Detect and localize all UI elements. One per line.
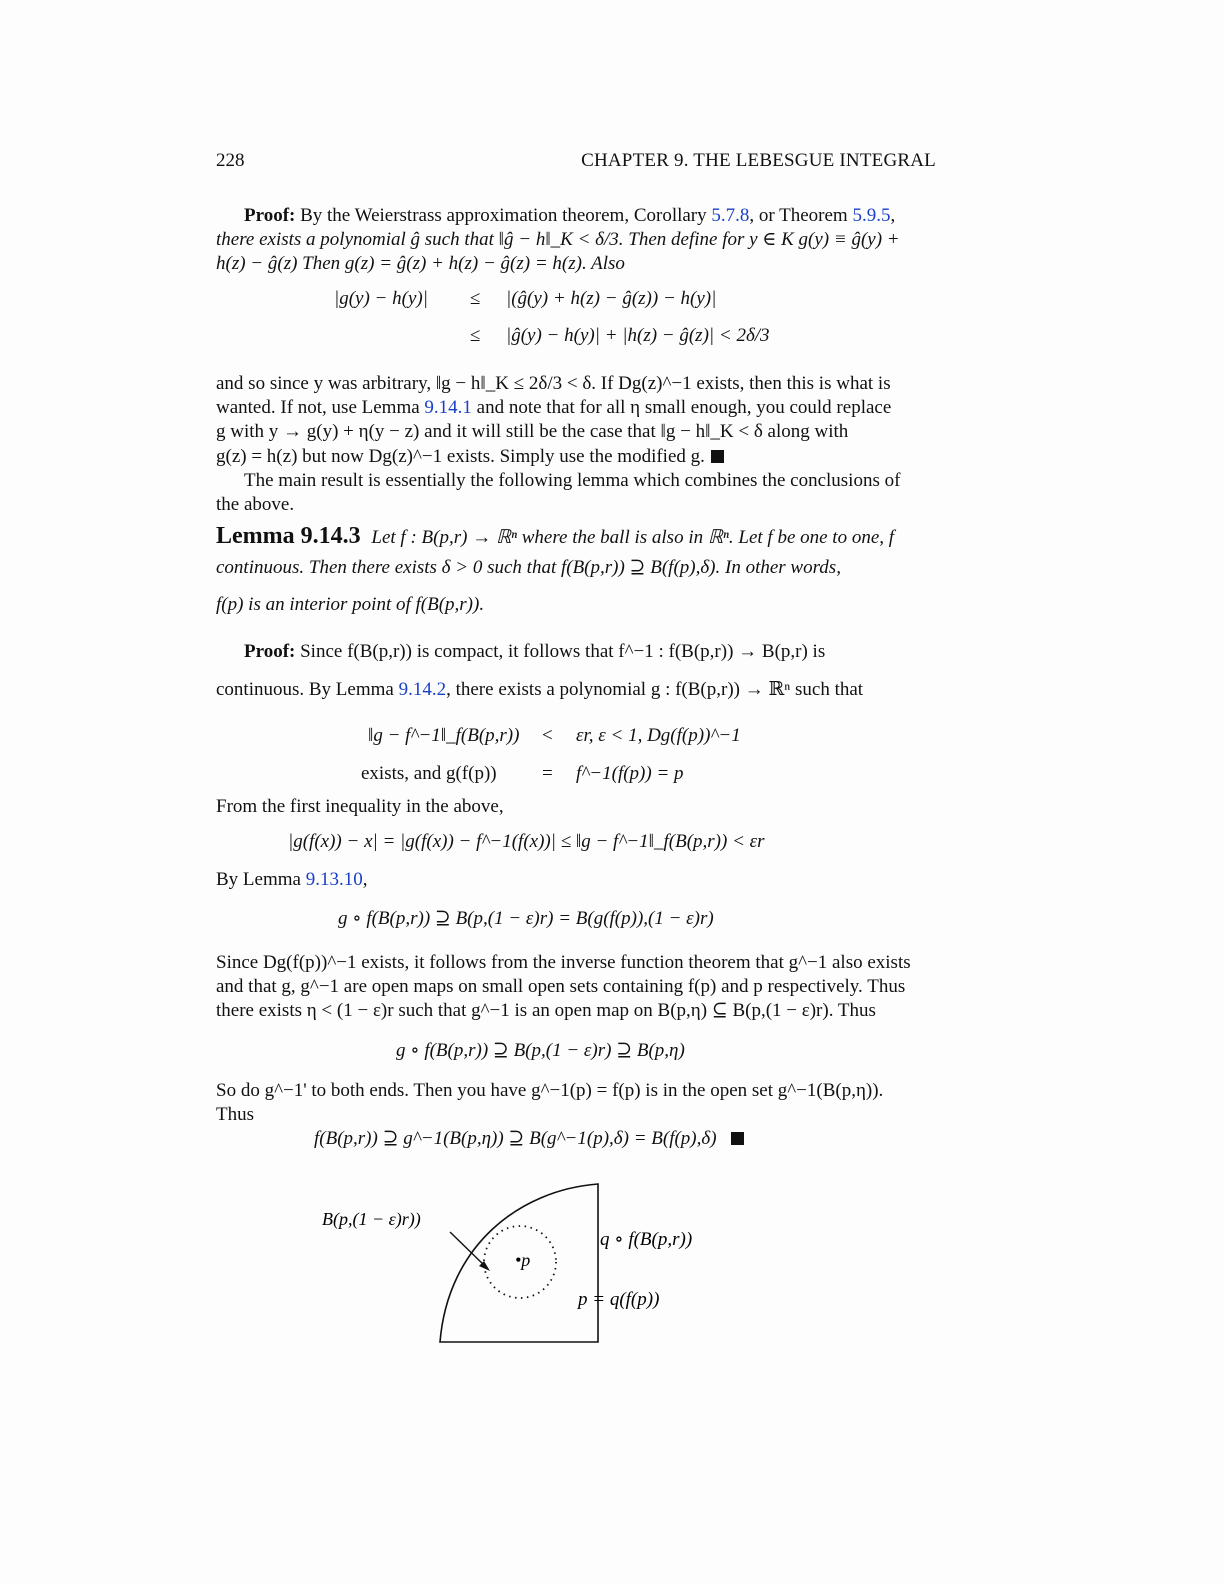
eq1-rel1: ≤	[470, 288, 481, 309]
proof1-line7: g(z) = h(z) but now Dg(z)^−1 exists. Simply use the modified g.	[216, 445, 936, 469]
eq5: g ∘ f(B(p,r)) ⊇ B(p,(1 − ε)r) = B(g(f(p)),(1 − ε)r)	[338, 908, 714, 929]
lemma-line1: Lemma 9.14.3 Let f : B(p,r) → ℝⁿ where the ball is also in ℝⁿ. Let f be one to one, f	[216, 523, 895, 549]
proof2-line1: Proof: Since f(B(p,r)) is compact, it follows that f^−1 : f(B(p,r)) → B(p,r) is	[244, 641, 826, 662]
eq1-rhs2: |ĝ(y) − h(y)| + |h(z) − ĝ(z)| < 2δ/3	[506, 325, 770, 346]
figure-label-point: p = q(f(p))	[578, 1289, 660, 1310]
proof2-line2: continuous. By Lemma 9.14.2, there exists a polynomial g : f(B(p,r)) → ℝⁿ such that	[216, 679, 864, 700]
proof2-line8: So do g^−1' to both ends. Then you have g^−1(p) = f(p) is in the open set g^−1(B(p,η)).	[216, 1080, 884, 1101]
lemma-title: Lemma 9.14.3	[216, 523, 361, 549]
figure-arrow-line	[450, 1232, 487, 1268]
para2-line1: The main result is essentially the following lemma which combines the conclusions of	[244, 470, 901, 491]
eq1-lhs: |g(y) − h(y)|	[334, 288, 428, 309]
eq7: f(B(p,r)) ⊇ g^−1(B(p,η)) ⊇ B(g^−1(p),δ) = B(f(p),δ)	[314, 1127, 744, 1151]
lemma-line2: continuous. Then there exists δ > 0 such that f(B(p,r)) ⊇ B(f(p),δ). In other words,	[216, 557, 841, 578]
eq2-lhs: ‖g − f^−1‖_f(B(p,r))	[368, 725, 520, 746]
eq1-rhs1: |(ĝ(y) + h(z) − ĝ(z)) − h(y)|	[506, 288, 717, 309]
eq1-rel2: ≤	[470, 325, 481, 346]
ref-lemma-9-14-1[interactable]: 9.14.1	[424, 397, 472, 418]
para2-line2: the above.	[216, 494, 295, 515]
eq3-lhs: exists, and g(f(p))	[361, 763, 497, 784]
lemma-line3: f(p) is an interior point of f(B(p,r)).	[216, 594, 485, 615]
proof1-line2: there exists a polynomial ĝ such that ‖ĝ − h‖_K < δ/3. Then define for y ∈ K g(y) ≡ ĝ(y) +	[216, 229, 900, 250]
proof2-line5: Since Dg(f(p))^−1 exists, it follows from the inverse function theorem that g^−1 also exists	[216, 952, 911, 973]
figure-label-image: q ∘ f(B(p,r))	[600, 1229, 693, 1250]
ref-corollary-5-7-8[interactable]: 5.7.8	[711, 205, 750, 226]
proof2-line7: there exists η < (1 − ε)r such that g^−1 is an open map on B(p,η) ⊆ B(p,(1 − ε)r). Thus	[216, 1000, 876, 1021]
proof-label: Proof:	[244, 205, 296, 226]
figure-label-center: •p	[515, 1250, 531, 1270]
ref-lemma-9-13-10[interactable]: 9.13.10	[305, 869, 363, 890]
page-number: 228	[216, 150, 245, 171]
eq6: g ∘ f(B(p,r)) ⊇ B(p,(1 − ε)r) ⊇ B(p,η)	[396, 1040, 685, 1061]
proof-label: Proof:	[244, 641, 296, 662]
eq3-rel: =	[542, 763, 553, 784]
eq2-rel: <	[542, 725, 553, 746]
figure-label-ball: B(p,(1 − ε)r))	[322, 1209, 421, 1229]
proof1-line6: g with y → g(y) + η(y − z) and it will still be the case that ‖g − h‖_K < δ along with	[216, 421, 849, 442]
proof2-line6: and that g, g^−1 are open maps on small open sets containing f(p) and p respectively. Thus	[216, 976, 906, 997]
proof2-line3: From the first inequality in the above,	[216, 796, 504, 817]
proof1-line1: Proof: By the Weierstrass approximation theorem, Corollary 5.7.8, or Theorem 5.9.5,	[244, 205, 896, 226]
ref-theorem-5-9-5[interactable]: 5.9.5	[852, 205, 891, 226]
proof2-line9: Thus	[216, 1104, 254, 1125]
proof1-line5: wanted. If not, use Lemma 9.14.1 and note that for all η small enough, you could replace	[216, 397, 892, 418]
proof1-line3: h(z) − ĝ(z) Then g(z) = ĝ(z) + h(z) − ĝ(z) = h(z). Also	[216, 253, 625, 274]
eq2-rhs: εr, ε < 1, Dg(f(p))^−1	[576, 725, 741, 746]
ref-lemma-9-14-2[interactable]: 9.14.2	[398, 679, 447, 700]
proof2-line4: By Lemma 9.13.10,	[216, 869, 368, 890]
eq4: |g(f(x)) − x| = |g(f(x)) − f^−1(f(x))| ≤ ‖g − f^−1‖_f(B(p,r)) < εr	[288, 831, 765, 852]
eq3-rhs: f^−1(f(p)) = p	[576, 763, 684, 784]
proof1-line4: and so since y was arbitrary, ‖g − h‖_K ≤ 2δ/3 < δ. If Dg(z)^−1 exists, then this is what is	[216, 373, 891, 394]
chapter-heading: CHAPTER 9. THE LEBESGUE INTEGRAL	[581, 150, 936, 171]
